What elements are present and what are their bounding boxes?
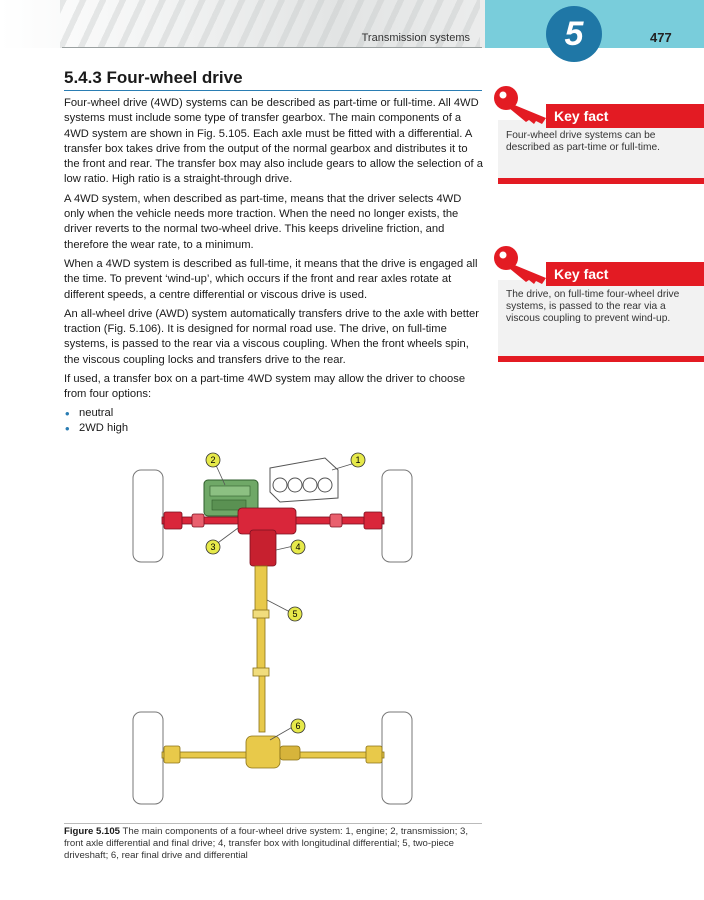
paragraph-2: A 4WD system, when described as part-time, means that the driver selects 4WD only when the vehicle needs more traction. When the need no longer exists, the driver reverts to the normal two-wheel drive. This keeps driveline friction, and therefore the wear rate, to a minimum.: [64, 192, 462, 251]
page-number: 477: [650, 30, 672, 45]
paragraph-3: When a 4WD system is described as full-time, it means that the drive is engaged all the time. To prevent ‘wind-up’, which occurs if the front and rear axles rotate at different speeds, a centre differential or viscous drive is used.: [64, 257, 478, 301]
key-fact-box-2: [498, 244, 704, 364]
header-rule: [62, 47, 482, 48]
running-header: Transmission systems: [361, 32, 470, 44]
front-left-wheel: [133, 470, 163, 562]
callout-6: [291, 719, 305, 733]
key-fact-text: The drive, on full-time four-wheel drive systems, is passed to the rear via a viscous coupling to prevent wind-up.: [506, 289, 680, 324]
key-icon: [492, 244, 552, 284]
key-fact-title: Key fact: [546, 104, 704, 128]
key-fact-text: Four-wheel drive systems can be described as part-time or full-time.: [506, 130, 660, 153]
paragraph-1: Four-wheel drive (4WD) systems can be described as part-time or full-time. All 4WD systems must include some type of transfer gearbox. The main components of a 4WD system are shown in Fig. 5.105. Each axle must be fitted with a differential. A transfer box takes drive from the output of the normal gearbox and distributes it to the front and rear. The transfer box may also include gears to allow the selection of a low ratio. High ratio is a straight-through drive.: [64, 97, 483, 186]
svg-text:6: 6: [295, 721, 301, 731]
rear-left-wheel: [133, 712, 163, 804]
svg-text:4: 4: [295, 542, 301, 552]
engine: [270, 458, 338, 502]
caption-rule: [64, 823, 482, 824]
callout-5: [288, 607, 302, 621]
body-text: [64, 96, 484, 436]
callout-3: [206, 540, 220, 554]
caption-label: Figure 5.105: [64, 826, 120, 837]
driveshaft: [253, 566, 269, 732]
caption-text: The main components of a four-wheel drive system: 1, engine; 2, transmission; 3, front axle differential and final drive; 4, transfer box with longitudinal differential; 5, two-piece driveshaft; 6, rear final drive and differential: [64, 826, 469, 861]
four-wheel-drive-diagram: [120, 440, 560, 815]
rear-right-wheel: [382, 712, 412, 804]
callout-2: [206, 453, 220, 467]
transfer-box: [250, 530, 276, 566]
svg-text:2: 2: [210, 455, 216, 465]
paragraph-4: An all-wheel drive (AWD) system automatically transfers drive to the axle with better traction (Fig. 5.106). It is designed for normal road use. The drive, on full-time systems, is passed to the rear via a viscous coupling. When the front wheels spin, the viscous coupling locks and transfers drive to the rear.: [64, 307, 479, 366]
heading-rule: [64, 90, 482, 91]
figure-caption: [64, 826, 484, 861]
chapter-number-badge: 5: [546, 6, 602, 62]
key-fact-box-1: [498, 84, 704, 184]
svg-text:1: 1: [355, 455, 361, 465]
rear-axle: [162, 736, 384, 768]
options-list: [64, 406, 484, 437]
svg-text:3: 3: [210, 542, 216, 552]
paragraph-5: If used, a transfer box on a part-time 4WD system may allow the driver to choose from four options:: [64, 373, 466, 401]
key-icon: [492, 84, 552, 124]
svg-text:5: 5: [292, 609, 298, 619]
key-fact-title: Key fact: [546, 262, 704, 286]
section-heading: 5.4.3 Four-wheel drive: [64, 68, 243, 87]
callout-4: [291, 540, 305, 554]
option-item: • neutral: [64, 406, 484, 421]
front-right-wheel: [382, 470, 412, 562]
option-item: • 2WD high: [64, 421, 484, 436]
callout-1: [351, 453, 365, 467]
